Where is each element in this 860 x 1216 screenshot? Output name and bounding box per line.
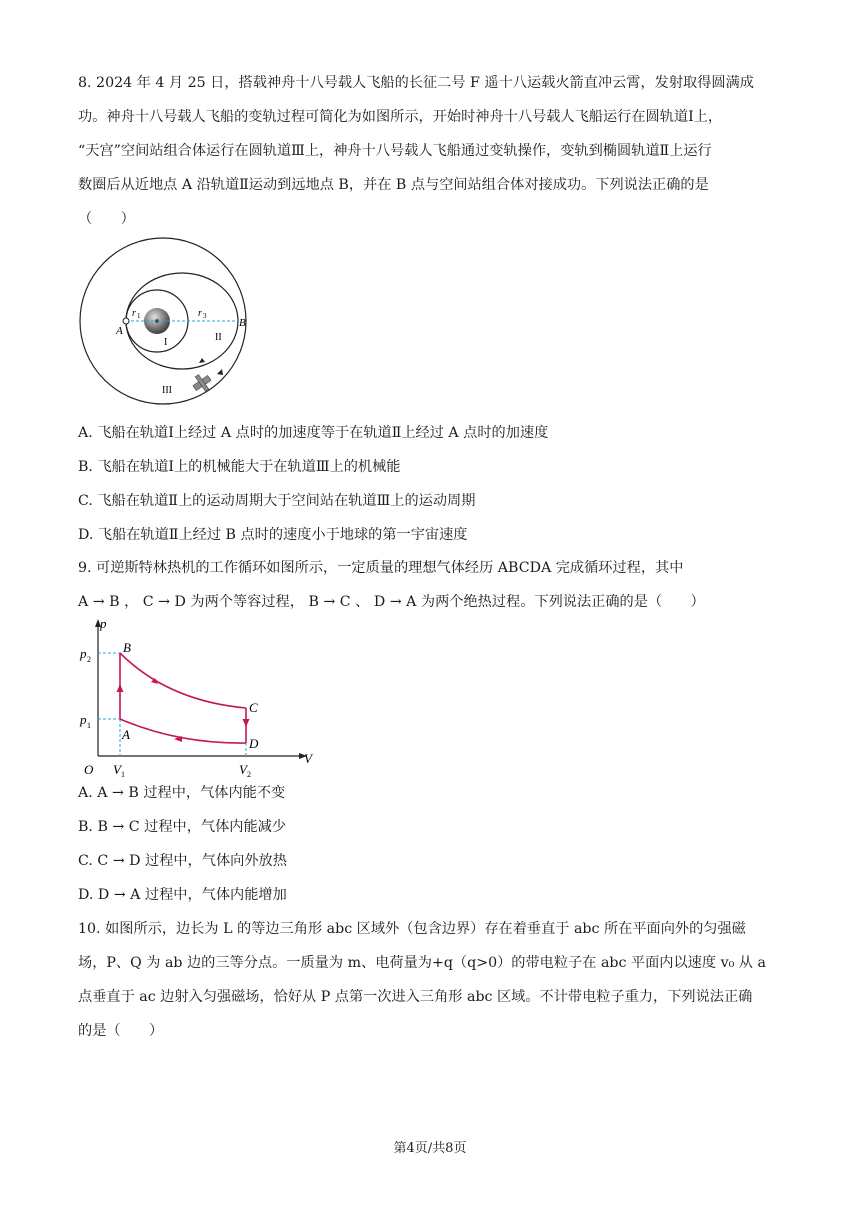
q9-line-1: 9. 可逆斯特林热机的工作循环如图所示，一定质量的理想气体经历 ABCDA 完成循环过程，其中 [78,560,684,576]
q8-line-4: 数圈后从近地点 A 沿轨道Ⅱ运动到远地点 B，并在 B 点与空间站组合体对接成功。下列说法正确的是 [78,177,709,193]
q8-line-1: 8. 2024 年 4 月 25 日，搭载神舟十八号载人飞船的长征二号 F 遥十八运载火箭直冲云霄，发射取得圆满成 [78,75,754,91]
q9-option-a[interactable]: A. A → B 过程中，气体内能不变 [78,785,286,801]
axis-p-label: p [100,616,107,631]
point-D-label: D [249,736,259,751]
origin-label: O [84,762,94,777]
label-r3-sub: 3 [203,312,207,320]
point-B-label: B [123,640,131,655]
q10-line-4: 的是（ ） [78,1023,164,1039]
page-number: 第4页/共8页 [393,1141,467,1156]
space-station-icon [189,370,214,395]
q10-line-3: 点垂直于 ac 边射入匀强磁场，恰好从 P 点第一次进入三角形 abc 区域。不计带电粒子重力，下列说法正确 [78,989,753,1005]
V2-label: V [239,762,247,777]
q8-option-b[interactable]: B. 飞船在轨道Ⅰ上的机械能大于在轨道Ⅲ上的机械能 [78,459,401,475]
point-C-label: C [249,700,258,715]
q8-option-d[interactable]: D. 飞船在轨道Ⅱ上经过 B 点时的速度小于地球的第一宇宙速度 [78,527,468,543]
orbit-figure [78,236,248,406]
label-II: II [215,332,222,343]
label-I: I [164,337,168,348]
pv-diagram [78,616,318,778]
p2-sub: 2 [87,655,91,664]
V1-sub: 1 [121,770,125,778]
q9-line-2: A → B ， C → D 为两个等容过程， B → C 、 D → A 为两个绝热过程。下列说法正确的是（ ） [78,594,705,610]
p1-sub: 1 [87,721,91,730]
q9-option-d[interactable]: D. D → A 过程中，气体内能增加 [78,887,287,903]
label-r3: r [198,308,202,319]
V2-sub: 2 [247,770,251,778]
point-A [123,318,129,324]
axis-V-label: V [304,751,312,766]
q9-option-b[interactable]: B. B → C 过程中，气体内能减少 [78,819,287,835]
q8-option-a[interactable]: A. 飞船在轨道Ⅰ上经过 A 点时的加速度等于在轨道Ⅱ上经过 A 点时的加速度 [78,425,549,441]
label-r1: r [132,308,136,319]
p2-label: p [80,646,87,661]
q10-line-1: 10. 如图所示，边长为 L 的等边三角形 abc 区域外（包含边界）存在着垂直于 abc 所在平面向外的匀强磁 [78,921,746,937]
process-B-C [120,653,246,708]
point-A-label: A [122,727,130,742]
q8-line-3: “天宫”空间站组合体运行在圆轨道Ⅲ上，神舟十八号载人飞船通过变轨操作，变轨到椭圆轨道Ⅱ上运行 [78,143,712,159]
process-D-A [120,719,246,743]
q8-line-2: 功。神舟十八号载人飞船的变轨过程可简化为如图所示，开始时神舟十八号载人飞船运行在圆轨道Ⅰ上， [78,109,723,125]
label-A: A [116,325,123,337]
q9-option-c[interactable]: C. C → D 过程中，气体向外放热 [78,853,287,869]
q8-option-c[interactable]: C. 飞船在轨道Ⅱ上的运动周期大于空间站在轨道Ⅲ上的运动周期 [78,493,476,509]
p1-label: p [80,712,87,727]
label-III: III [162,385,172,396]
q10-line-2: 场，P、Q 为 ab 边的三等分点。一质量为 m、电荷量为+q（q>0）的带电粒子在 abc 平面内以速度 v₀ 从 a [78,955,766,971]
label-r1-sub: 1 [137,312,141,320]
q8-line-5: （ ） [78,211,135,227]
V1-label: V [113,762,121,777]
label-B: B [239,317,246,329]
